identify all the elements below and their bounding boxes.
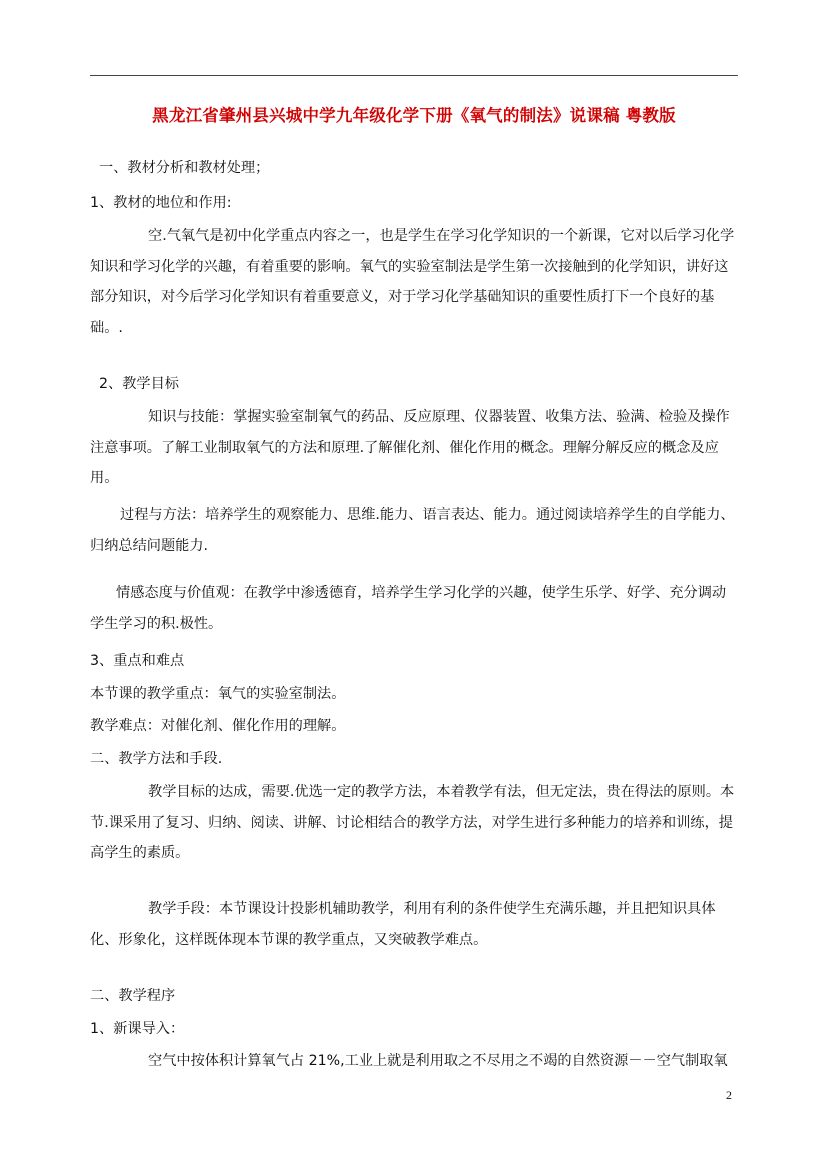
difficulty-line: 教学难点：对催化剂、催化作用的理解。 xyxy=(90,718,346,734)
header-rule xyxy=(90,75,738,76)
section-2-heading: 二、教学方法和手段. xyxy=(90,751,223,767)
key-point-line: 本节课的教学重点：氧气的实验室制法。 xyxy=(90,686,346,702)
subsection-3-1-heading: 1、新课导入： xyxy=(90,1021,185,1037)
document-title: 黑龙江省肇州县兴城中学九年级化学下册《氧气的制法》说课稿 粤教版 xyxy=(152,106,676,125)
subsection-1-1-heading: 1、教材的地位和作用: xyxy=(90,195,232,211)
page-number: 2 xyxy=(726,1088,732,1102)
paragraph-introduction: 空气中按体积计算氧气占 21%,工业上就是利用取之不尽用之不竭的自然资源－－空气制取氧 xyxy=(148,1053,728,1069)
paragraph-teaching-methods: 教学目标的达成，需要.优选一定的教学方法，本着教学有法，但无定法，贵在得法的原则。本节.课采用了复习、归纳、阅读、讲解、讨论相结合的教学方法，对学生进行多种能力的培养和训练，提高学生的素质。 xyxy=(90,784,735,861)
paragraph-status-role: 空.气氧气是初中化学重点内容之一，也是学生在学习化学知识的一个新课，它对以后学习化学知识和学习化学的兴趣，有着重要的影响。氧气的实验室制法是学生第一次接触到的化学知识，讲好这部分知识，对今后学习化学知识有着重要意义，对于学习化学基础知识的重要性质打下一个良好的基础。. xyxy=(90,228,735,336)
paragraph-knowledge-skills: 知识与技能：掌握实验室制氧气的药品、反应原理、仪器装置、收集方法、验满、检验及操作注意事项。了解工业制取氧气的方法和原理.了解催化剂、催化作用的概念。理解分解反应的概念及应用。 xyxy=(90,409,730,486)
section-1-heading: 一、教材分析和教材处理； xyxy=(99,160,270,176)
paragraph-attitude-values: 情感态度与价值观：在教学中渗透德育，培养学生学习化学的兴趣，使学生乐学、好学、充分调动学生学习的积.极性。 xyxy=(90,585,727,632)
paragraph-teaching-means: 教学手段：本节课设计投影机辅助教学，利用有利的条件使学生充满乐趣，并且把知识具体化、形象化，这样既体现本节课的教学重点，又突破教学难点。 xyxy=(90,901,716,948)
section-3-heading: 二、教学程序 xyxy=(90,988,176,1004)
subsection-1-2-heading: 2、教学目标 xyxy=(99,376,179,392)
paragraph-process-methods: 过程与方法：培养学生的观察能力、思维.能力、语言表达、能力。通过阅读培养学生的自学能力、归纳总结问题能力. xyxy=(90,507,735,554)
subsection-1-3-heading: 3、重点和难点 xyxy=(90,653,185,669)
